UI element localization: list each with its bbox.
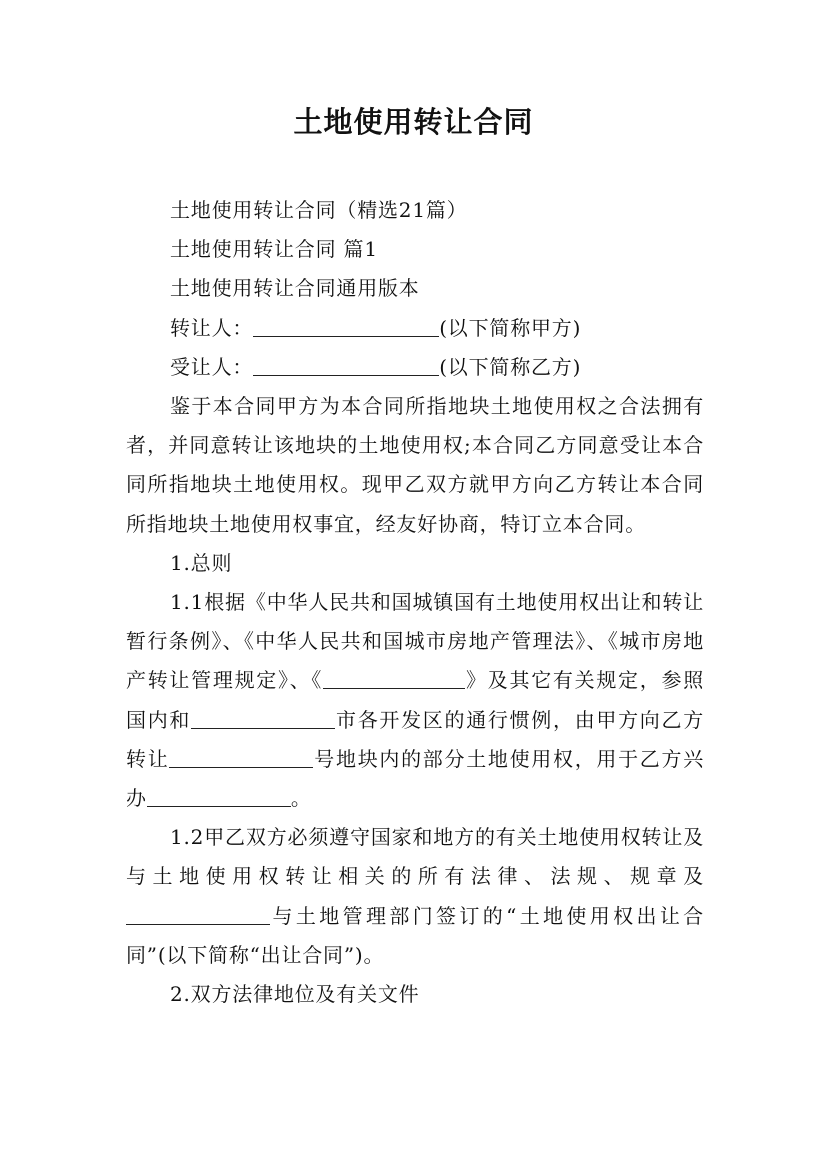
- transferor-blank: [253, 314, 439, 337]
- clause-1-1-text-c: 市各开发区的通行惯例，由甲方向乙方转让: [126, 707, 704, 771]
- part-heading: 土地使用转让合同 篇1: [170, 237, 378, 262]
- clause-1-2-text-a: 1.2甲乙双方必须遵守国家和地方的有关土地使用权转让及与土地使用权转让相关的所有法律、法规、规章及: [126, 825, 704, 889]
- transferee-blank: [253, 353, 439, 376]
- transferee-label: 受让人：: [170, 354, 254, 379]
- transferor-suffix: (以下简称甲方): [439, 315, 582, 340]
- clause-1-1-text-b: 》及其它有关规定，参照国内和: [126, 668, 704, 732]
- transferor-label: 转让人：: [170, 315, 254, 340]
- clause-1-2: [126, 818, 704, 975]
- regulation-name-blank: [323, 666, 465, 689]
- clause-1-1-text-d: 号地块内的部分土地使用权，用于乙方兴办: [126, 746, 704, 811]
- clause-1-1-text-e: 。: [290, 786, 312, 811]
- party-blank: [126, 902, 270, 925]
- clause-1-1-text-a: 1.1根据《中华人民共和国城镇国有土地使用权出让和转让暂行条例》、《中华人民共和国城市房地产管理法》、《城市房地产转让管理规定》、《: [126, 590, 704, 693]
- section-1-heading: 1.总则: [170, 550, 233, 575]
- subtitle-line: 土地使用转让合同（精选21篇）: [170, 198, 468, 222]
- project-blank: [147, 784, 291, 807]
- transferee-line: [126, 348, 704, 387]
- transferor-line: [126, 309, 704, 348]
- clause-1-1: [126, 583, 704, 818]
- version-line: 土地使用转让合同通用版本: [170, 276, 420, 301]
- preamble-paragraph: 鉴于本合同甲方为本合同所指地块土地使用权之合法拥有者，并同意转让该地块的土地使用权;本合同乙方同意受让本合同所指地块土地使用权。现甲乙双方就甲方向乙方转让本合同所指地块土地使用权事宜，经友好协商，特订立本合同。: [126, 394, 704, 536]
- document-body: [126, 191, 704, 1014]
- section-2-heading: 2.双方法律地位及有关文件: [170, 982, 420, 1007]
- city-name-blank: [191, 706, 335, 729]
- transferee-suffix: (以下简称乙方): [439, 354, 582, 379]
- clause-1-2-text-b: 与土地管理部门签订的“土地使用权出让合同”(以下简称“出让合同”)。: [126, 903, 704, 967]
- document-title: 土地使用转让合同: [293, 105, 534, 139]
- plot-number-blank: [169, 745, 313, 768]
